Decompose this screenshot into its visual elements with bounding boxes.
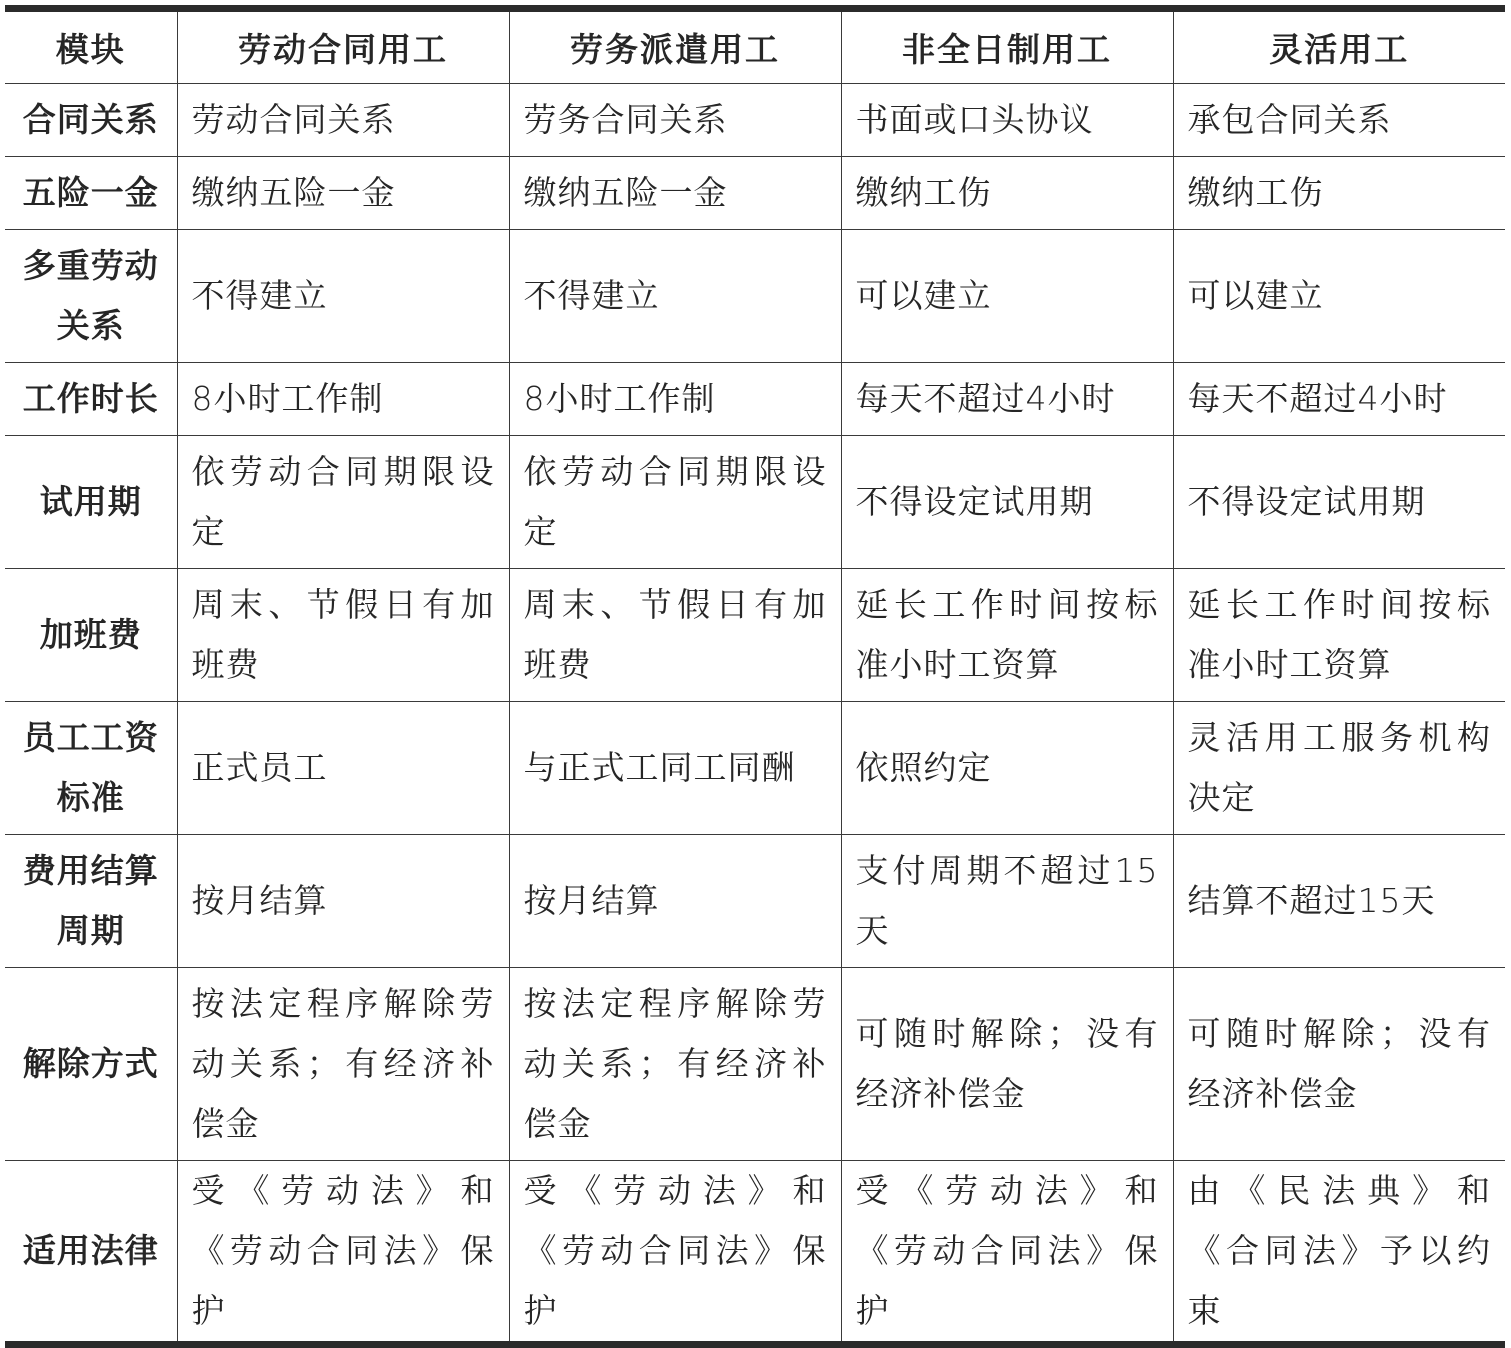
row-label: 多重劳动关系 [5,230,177,363]
row-label: 五险一金 [5,157,177,230]
table-cell: 依劳动合同期限设定 [509,436,841,569]
row-label: 工作时长 [5,363,177,436]
table-row [5,157,1505,230]
comparison-table-wrapper [5,5,1505,1348]
table-cell: 缴纳五险一金 [177,157,509,230]
table-cell: 承包合同关系 [1173,84,1505,157]
table-row [5,363,1505,436]
table-cell: 结算不超过15天 [1173,835,1505,968]
table-cell: 缴纳工伤 [841,157,1173,230]
table-cell: 按法定程序解除劳动关系；有经济补偿金 [509,968,841,1161]
table-cell: 与正式工同工同酬 [509,702,841,835]
table-cell: 书面或口头协议 [841,84,1173,157]
table-cell: 周末、节假日有加班费 [177,569,509,702]
table-cell: 按月结算 [509,835,841,968]
table-cell: 依照约定 [841,702,1173,835]
table-cell: 每天不超过4小时 [841,363,1173,436]
row-label: 合同关系 [5,84,177,157]
table-cell: 劳动合同关系 [177,84,509,157]
table-row [5,835,1505,968]
table-cell: 支付周期不超过15天 [841,835,1173,968]
header-flexible: 灵活用工 [1173,9,1505,84]
row-label: 加班费 [5,569,177,702]
table-cell: 依劳动合同期限设定 [177,436,509,569]
table-cell: 不得建立 [177,230,509,363]
header-row [5,9,1505,84]
table-cell: 缴纳五险一金 [509,157,841,230]
table-cell: 受《劳动法》和《劳动合同法》保护 [509,1161,841,1345]
header-dispatch: 劳务派遣用工 [509,9,841,84]
row-label: 费用结算周期 [5,835,177,968]
header-part-time: 非全日制用工 [841,9,1173,84]
table-cell: 不得建立 [509,230,841,363]
table-cell: 受《劳动法》和《劳动合同法》保护 [177,1161,509,1345]
table-row [5,230,1505,363]
table-cell: 可随时解除；没有经济补偿金 [841,968,1173,1161]
employment-comparison-table [5,5,1505,1348]
table-cell: 不得设定试用期 [841,436,1173,569]
table-row [5,1161,1505,1345]
table-cell: 8小时工作制 [177,363,509,436]
row-label: 试用期 [5,436,177,569]
table-cell: 按月结算 [177,835,509,968]
table-row [5,84,1505,157]
table-cell: 正式员工 [177,702,509,835]
table-cell: 按法定程序解除劳动关系；有经济补偿金 [177,968,509,1161]
table-cell: 不得设定试用期 [1173,436,1505,569]
table-cell: 受《劳动法》和《劳动合同法》保护 [841,1161,1173,1345]
table-cell: 8小时工作制 [509,363,841,436]
table-cell: 可以建立 [1173,230,1505,363]
row-label: 适用法律 [5,1161,177,1345]
header-module: 模块 [5,9,177,84]
table-cell: 缴纳工伤 [1173,157,1505,230]
row-label: 员工工资标准 [5,702,177,835]
table-cell: 劳务合同关系 [509,84,841,157]
table-cell: 周末、节假日有加班费 [509,569,841,702]
table-cell: 延长工作时间按标准小时工资算 [1173,569,1505,702]
table-cell: 可以建立 [841,230,1173,363]
table-cell: 由《民法典》和《合同法》予以约束 [1173,1161,1505,1345]
row-label: 解除方式 [5,968,177,1161]
table-row [5,968,1505,1161]
table-row [5,436,1505,569]
header-labor-contract: 劳动合同用工 [177,9,509,84]
table-row [5,702,1505,835]
table-cell: 可随时解除；没有经济补偿金 [1173,968,1505,1161]
table-cell: 灵活用工服务机构决定 [1173,702,1505,835]
table-cell: 每天不超过4小时 [1173,363,1505,436]
table-cell: 延长工作时间按标准小时工资算 [841,569,1173,702]
table-row [5,569,1505,702]
